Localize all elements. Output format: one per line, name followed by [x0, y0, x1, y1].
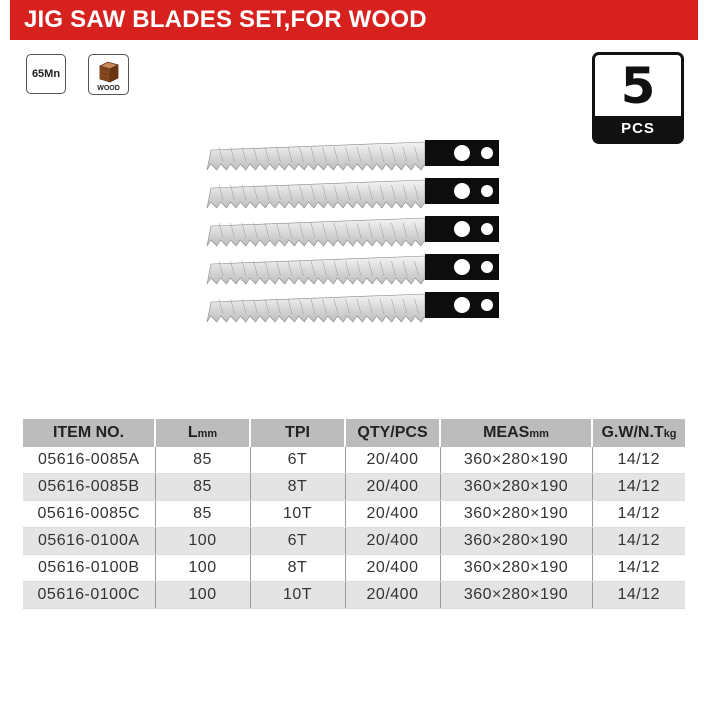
column-header [440, 419, 592, 447]
wood-block-icon [96, 58, 122, 84]
table-cell: 8T [250, 474, 345, 501]
column-header [250, 419, 345, 447]
table-cell: 20/400 [345, 501, 440, 528]
page-title: JIG SAW BLADES SET,FOR WOOD [24, 6, 427, 33]
table-cell: 10T [250, 501, 345, 528]
material-badge [26, 54, 66, 94]
table-cell: 20/400 [345, 474, 440, 501]
table-cell: 100 [155, 582, 250, 609]
table-cell: 20/400 [345, 528, 440, 555]
table-cell: 14/12 [592, 474, 685, 501]
table-cell: 360×280×190 [440, 555, 592, 582]
table-cell: 20/400 [345, 555, 440, 582]
table-cell: 85 [155, 474, 250, 501]
table-cell: 20/400 [345, 447, 440, 474]
table-row [23, 555, 685, 582]
table-cell: 05616-0100B [23, 555, 155, 582]
table-cell: 14/12 [592, 501, 685, 528]
column-header [155, 419, 250, 447]
jig-saw-blade-icon [207, 216, 499, 246]
pack-unit: PCS [595, 116, 681, 141]
table-cell: 360×280×190 [440, 447, 592, 474]
table-cell: 05616-0100C [23, 582, 155, 609]
column-header [23, 419, 155, 447]
table-cell: 10T [250, 582, 345, 609]
table-cell: 20/400 [345, 582, 440, 609]
wood-label: WOOD [97, 85, 120, 92]
table-cell: 6T [250, 528, 345, 555]
table-cell: 360×280×190 [440, 528, 592, 555]
table-cell: 100 [155, 528, 250, 555]
table-cell: 6T [250, 447, 345, 474]
column-header-label: G.W/N.T [601, 424, 664, 441]
product-image [205, 134, 505, 324]
column-header-label: QTY/PCS [357, 424, 428, 441]
table-row [23, 501, 685, 528]
material-label: 65Mn [31, 68, 61, 80]
table-cell: 05616-0085C [23, 501, 155, 528]
table-cell: 14/12 [592, 447, 685, 474]
column-header [345, 419, 440, 447]
jig-saw-blade-icon [207, 140, 499, 170]
column-header-label: L [187, 424, 198, 441]
pack-count-badge [592, 52, 684, 144]
table-cell: 14/12 [592, 555, 685, 582]
jig-saw-blade-icon [207, 254, 499, 284]
column-header-label: TPI [285, 424, 310, 441]
table-cell: 360×280×190 [440, 474, 592, 501]
table-cell: 85 [155, 501, 250, 528]
column-header-unit: kg [663, 428, 677, 440]
jig-saw-blade-icon [207, 292, 499, 322]
table-cell: 85 [155, 447, 250, 474]
table-row [23, 528, 685, 555]
table-cell: 14/12 [592, 582, 685, 609]
column-header-unit: mm [197, 428, 218, 440]
column-header-unit: mm [529, 428, 549, 440]
spec-table [23, 419, 685, 609]
table-cell: 360×280×190 [440, 501, 592, 528]
table-row [23, 447, 685, 474]
column-header-label: ITEM NO. [52, 424, 125, 441]
column-header-label: MEAS [483, 424, 530, 441]
table-row [23, 474, 685, 501]
column-header [592, 419, 685, 447]
table-cell: 05616-0085A [23, 447, 155, 474]
table-cell: 14/12 [592, 528, 685, 555]
table-cell: 100 [155, 555, 250, 582]
table-cell: 360×280×190 [440, 582, 592, 609]
table-cell: 05616-0100A [23, 528, 155, 555]
title-bar [10, 0, 698, 40]
table-cell: 8T [250, 555, 345, 582]
table-header-row [23, 419, 685, 447]
jig-saw-blade-icon [207, 178, 499, 208]
table-cell: 05616-0085B [23, 474, 155, 501]
pack-count: 5 [620, 57, 656, 115]
wood-badge [88, 54, 129, 95]
table-row [23, 582, 685, 609]
